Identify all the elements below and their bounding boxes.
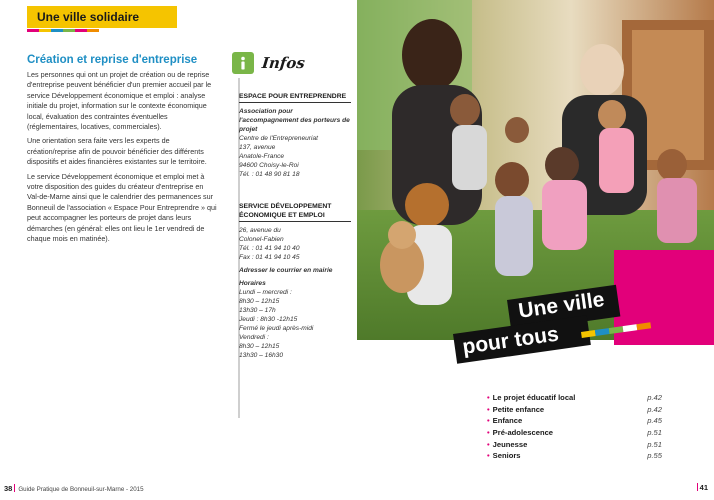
info-hours-line: 8h30 – 12h15 (239, 343, 280, 350)
toc-row[interactable]: • Pré-adolescence p.51 (487, 428, 662, 440)
toc-page: p.51 (647, 428, 662, 438)
info-line: Centre de l'Entrepreneuriat (239, 135, 318, 142)
paragraph-1: Les personnes qui ont un projet de création ou de reprise d'entreprise peuvent bénéficier d'un premier accueil par le service Développement économique et emploi : analyse initiale du projet, information sur le contexte économique local, évaluation des contraintes éventuelles (réglementaires, locatives, commerciales). (27, 70, 212, 132)
info-block-head: ESPACE POUR ENTREPRENDRE (239, 92, 351, 103)
info-line: 137, avenue (239, 144, 276, 151)
toc-page: p.42 (647, 393, 662, 402)
section-header (27, 6, 177, 28)
toc-row[interactable]: • Jeunesse p.51 (487, 440, 662, 452)
info-block-sub: Association pour l'accompagnement des porteurs de projet (239, 108, 350, 133)
info-hours-line: 13h30 – 16h30 (239, 352, 284, 359)
article-title: Création et reprise d'entreprise (27, 54, 198, 66)
toc-label: Petite enfance (492, 404, 545, 414)
toc-row[interactable]: • Seniors p.55 (487, 451, 662, 463)
toc-page: p.55 (647, 451, 662, 461)
toc-row[interactable]: • Le projet éducatif local p.42 (487, 393, 662, 405)
info-line: Anatole-France (239, 153, 285, 160)
page-number-left: 38 (4, 484, 13, 493)
paragraph-3: Le service Développement économique et emploi met à votre disposition des guides du créateur d'entreprise en Val-de-Marne ainsi que le calendrier des permanences sur Bonneuil de l'association « Espace Pour Entreprendre » qui peut accompagner les porteurs de projet dans leurs démarches (en général: elles ont lieu le 1er vendredi de chaque mois en matinée). (27, 171, 217, 244)
info-hours-line: 8h30 – 12h15 (239, 298, 280, 305)
paragraph-2: Une orientation sera faite vers les experts de création/reprise afin de pouvoir bénéficier des différents dispositifs et aides financières existantes sur le territoire. (27, 136, 207, 167)
toc-label: Le projet éducatif local (492, 393, 576, 402)
info-block-head: SERVICE DÉVELOPPEMENT ÉCONOMIQUE ET EMPLOI (239, 202, 351, 222)
info-hours-line: Jeudi : 8h30 -12h15 (239, 316, 298, 323)
info-icon (232, 52, 254, 74)
footer-right (697, 483, 708, 492)
infos-heading: Infos (261, 54, 306, 72)
toc-row[interactable]: • Enfance p.45 (487, 416, 662, 428)
right-page (357, 0, 714, 500)
toc-row[interactable]: • Petite enfance p.42 (487, 405, 662, 417)
info-line: Tél. : 01 48 90 81 18 (239, 171, 300, 178)
article-body (27, 70, 217, 249)
toc-label: Pré-adolescence (492, 428, 554, 438)
info-line: 26, avenue du (239, 227, 281, 234)
info-line: 94600 Choisy-le-Roi (239, 162, 299, 169)
info-line: Fax : 01 41 94 10 45 (239, 254, 300, 261)
info-line: Colonel-Fabien (239, 236, 284, 243)
footer-left (4, 484, 144, 493)
info-hours-line: Fermé le jeudi après-midi (239, 325, 314, 332)
toc-page: p.51 (647, 439, 662, 449)
chapter-title-line2: pour tous (461, 322, 561, 359)
info-block-service (239, 202, 351, 360)
info-hours-line: Vendredi : (239, 334, 269, 341)
toc-page: p.42 (647, 404, 662, 414)
toc-page: p.45 (647, 416, 662, 426)
toc-label: Seniors (492, 451, 521, 461)
info-line: Tél. : 01 41 94 10 40 (239, 245, 300, 252)
info-hours-line: Lundi – mercredi : (239, 289, 292, 296)
color-strip (27, 29, 99, 32)
info-block-espace (239, 92, 351, 179)
toc-label: Jeunesse (492, 439, 528, 449)
toc-label: Enfance (492, 416, 523, 426)
table-of-contents (487, 393, 662, 463)
chapter-title-line1: Une ville (517, 287, 606, 323)
info-courier: Adresser le courrier en mairie (239, 267, 333, 274)
footer-text: Guide Pratique de Bonneuil-sur-Marne - 2015 (18, 486, 144, 493)
info-hours-line: 13h30 – 17h (239, 307, 276, 314)
section-title: Une ville solidaire (37, 10, 140, 24)
page-number-right: 41 (699, 483, 708, 492)
info-hours-head: Horaires (239, 280, 266, 287)
